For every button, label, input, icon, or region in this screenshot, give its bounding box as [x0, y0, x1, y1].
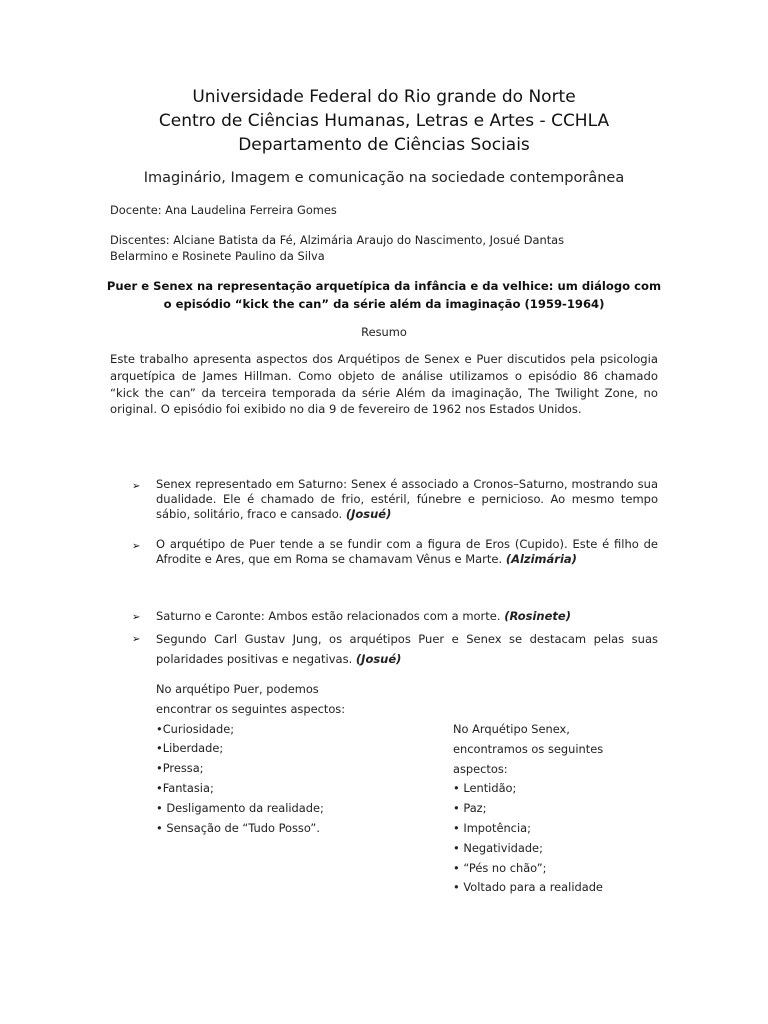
senex-item: • Paz; — [453, 801, 487, 816]
puer-item: • Desligamento da realidade; — [156, 800, 324, 815]
bullet-text: Segundo Carl Gustav Jung, os arquétipos Puer e Senex se destacam pelas suas polaridades positivas e negativas. — [156, 632, 658, 666]
senex-item: • Voltado para a realidade — [453, 880, 603, 895]
bullet-author: (Josué) — [355, 652, 402, 666]
puer-list — [156, 680, 345, 838]
senex-intro-line-1: No Arquétipo Senex, — [453, 722, 570, 736]
bullet-text: Senex representado em Saturno: Senex é associado a Cronos–Saturno, mostrando sua dualidade. Ele é chamado de frio, estéril, fúnebre e pernicioso. Ao mesmo tempo sábio, solitário, fraco e cansado. — [156, 477, 658, 521]
abstract-text: Este trabalho apresenta aspectos dos Arquétipos de Senex e Puer discutidos pela psicologia arquetípica de James Hillman. Como objeto de análise utilizamos o episódio 86 chamado “kick the can” da terceira temporada da série Além da imaginação, The Twilight Zone, no original. O episódio foi exibido no dia 9 de fevereiro de 1962 nos Estados Unidos. — [110, 352, 658, 417]
senex-intro-line-3: aspectos: — [453, 761, 508, 776]
university-name: Universidade Federal do Rio grande do Norte — [192, 87, 576, 107]
discentes-line-1: Discentes: Alciane Batista da Fé, Alzimária Araujo do Nascimento, Josué Dantas — [110, 233, 565, 247]
senex-intro-line-2: encontramos os seguintes — [453, 741, 604, 756]
senex-item: • “Pés no chão”; — [453, 860, 547, 875]
paper-title-line-2: o episódio “kick the can” da série além da imaginação (1959-1964) — [163, 297, 605, 311]
bullet-item — [156, 477, 658, 522]
puer-intro-line-1: No arquétipo Puer, podemos — [156, 682, 319, 696]
puer-intro-line-2: encontrar os seguintes aspectos: — [156, 701, 346, 716]
bullet-author: (Alzimária) — [505, 552, 577, 566]
arrow-bullet-icon: ➢ — [132, 481, 141, 492]
arrow-bullet-icon: ➢ — [132, 612, 141, 623]
abstract-paragraph — [110, 351, 658, 418]
senex-item: • Impotência; — [453, 820, 531, 835]
puer-item: •Fantasia; — [156, 780, 214, 795]
department-name: Departamento de Ciências Sociais — [238, 135, 530, 155]
arrow-bullet-icon: ➢ — [132, 634, 141, 645]
bullet-author: (Rosinete) — [504, 609, 571, 623]
senex-item: • Lentidão; — [453, 781, 517, 796]
center-name: Centro de Ciências Humanas, Letras e Artes - CCHLA — [158, 111, 610, 131]
resumo-heading: Resumo — [361, 325, 407, 339]
senex-list — [453, 720, 603, 898]
puer-item: •Pressa; — [156, 761, 204, 776]
course-title: Imaginário, Imagem e comunicação na sociedade contemporânea — [143, 170, 625, 186]
senex-item: • Negatividade; — [453, 840, 543, 855]
discentes-line-2: Belarmino e Rosinete Paulino da Silva — [110, 249, 325, 263]
bullet-text: Saturno e Caronte: Ambos estão relacionados com a morte. — [156, 609, 501, 623]
bullet-text: O arquétipo de Puer tende a se fundir com a figura de Eros (Cupido). Este é filho de Afrodite e Ares, que em Roma se chamavam Vênus e Marte. — [156, 537, 658, 566]
puer-item: •Liberdade; — [156, 741, 224, 756]
puer-item: • Sensação de “Tudo Posso”. — [156, 820, 320, 835]
bullet-item — [156, 537, 658, 567]
bullet-author: (Josué) — [345, 507, 392, 521]
puer-item: •Curiosidade; — [156, 721, 235, 736]
arrow-bullet-icon: ➢ — [132, 541, 141, 552]
docente-line: Docente: Ana Laudelina Ferreira Gomes — [110, 203, 337, 217]
bullet-item — [156, 609, 658, 624]
paper-title-line-1: Puer e Senex na representação arquetípica da infância e da velhice: um diálogo com — [106, 279, 662, 293]
bullet-item — [156, 629, 658, 669]
